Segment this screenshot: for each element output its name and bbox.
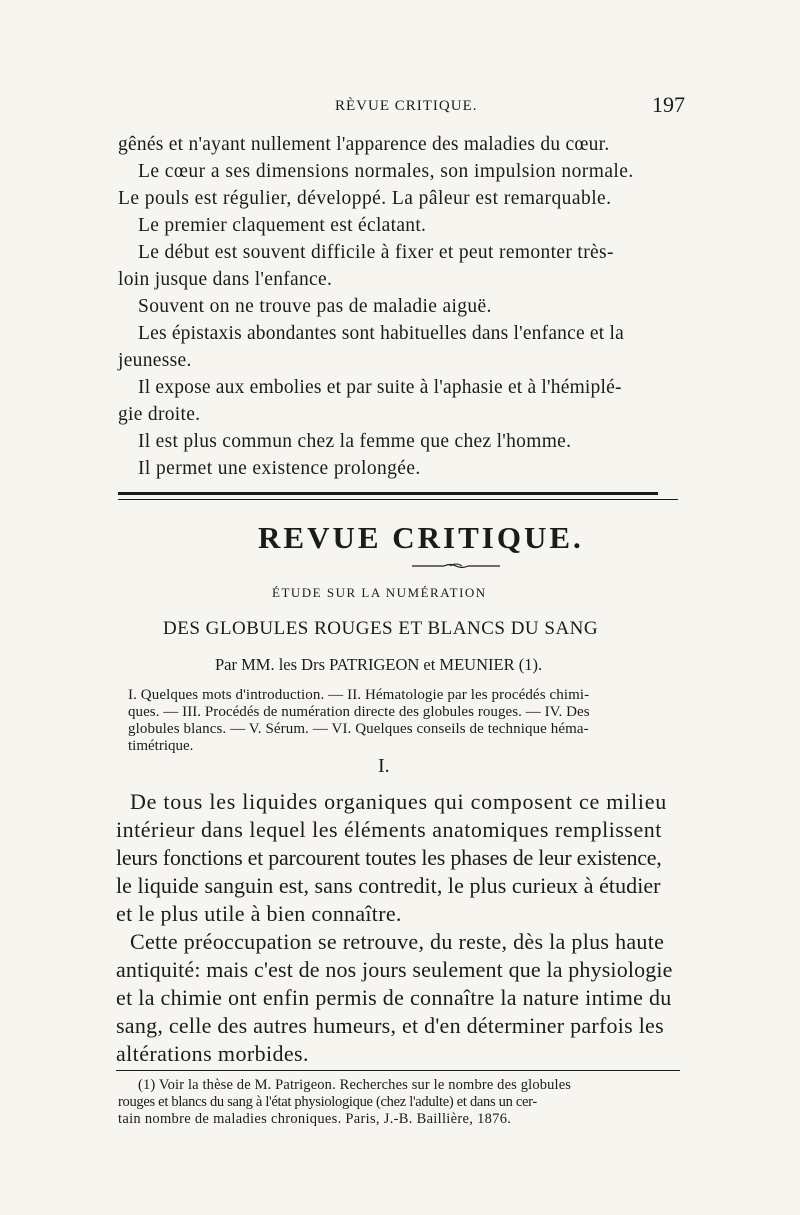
text-line: Il permet une existence prolongée. xyxy=(138,458,421,479)
text-line: Il est plus commun chez la femme que chez l'homme. xyxy=(138,431,572,452)
text-line: leurs fonctions et parcourent toutes les phases de leur existence, xyxy=(116,845,662,870)
text-line: jeunesse. xyxy=(118,350,192,371)
summary-line: I. Quelques mots d'introduction. — II. Hématologie par les procédés chimi- xyxy=(128,687,590,703)
text-line: le liquide sanguin est, sans contredit, le plus curieux à étudier xyxy=(116,873,661,898)
footnote-rule xyxy=(116,1070,680,1071)
ornament-icon xyxy=(412,563,500,569)
text-line: Le cœur a ses dimensions normales, son impulsion normale. xyxy=(138,161,634,182)
summary-line: timétrique. xyxy=(128,738,194,754)
text-line: gie droite. xyxy=(118,404,201,425)
text-line: Le pouls est régulier, développé. La pâleur est remarquable. xyxy=(118,188,612,209)
text-line: De tous les liquides organiques qui composent ce milieu xyxy=(130,789,667,814)
article-authors: Par MM. les Drs PATRIGEON et MEUNIER (1). xyxy=(215,655,543,674)
running-title: RÈVUE CRITIQUE. xyxy=(335,98,478,114)
section-number: I. xyxy=(378,755,390,777)
text-line: gênés et n'ayant nullement l'apparence des maladies du cœur. xyxy=(118,134,610,155)
text-line: intérieur dans lequel les éléments anatomiques remplissent xyxy=(116,817,662,842)
text-line: Il expose aux embolies et par suite à l'aphasie et à l'hémiplé- xyxy=(138,377,622,398)
summary-line: globules blancs. — V. Sérum. — VI. Quelques conseils de technique héma- xyxy=(128,721,589,737)
article-title: REVUE CRITIQUE. xyxy=(258,520,584,555)
summary-line: ques. — III. Procédés de numération directe des globules rouges. — IV. Des xyxy=(128,704,590,720)
page-number: 197 xyxy=(652,92,685,117)
thick-rule xyxy=(118,492,658,495)
text-line: antiquité: mais c'est de nos jours seulement que la physiologie xyxy=(116,957,673,982)
footnote-line: tain nombre de maladies chroniques. Paris, J.-B. Baillière, 1876. xyxy=(118,1111,512,1127)
article-subtitle-2: DES GLOBULES ROUGES ET BLANCS DU SANG xyxy=(163,618,599,639)
footnote-line: rouges et blancs du sang à l'état physiologique (chez l'adulte) et dans un cer- xyxy=(118,1094,537,1110)
text-line: et le plus utile à bien connaître. xyxy=(116,901,402,926)
text-line: Le premier claquement est éclatant. xyxy=(138,215,427,236)
text-line: Cette préoccupation se retrouve, du reste, dès la plus haute xyxy=(130,929,665,954)
text-line: loin jusque dans l'enfance. xyxy=(118,269,333,290)
text-line: Souvent on ne trouve pas de maladie aiguë. xyxy=(138,296,492,317)
text-line: sang, celle des autres humeurs, et d'en déterminer parfois les xyxy=(116,1013,664,1038)
article-subtitle-1: ÉTUDE SUR LA NUMÉRATION xyxy=(272,585,487,600)
text-line: et la chimie ont enfin permis de connaître la nature intime du xyxy=(116,985,672,1010)
text-line: Le début est souvent difficile à fixer et peut remonter très- xyxy=(138,242,614,263)
text-line: altérations morbides. xyxy=(116,1041,309,1066)
thin-rule xyxy=(118,499,678,500)
text-line: Les épistaxis abondantes sont habituelles dans l'enfance et la xyxy=(138,323,624,344)
footnote-line: (1) Voir la thèse de M. Patrigeon. Recherches sur le nombre des globules xyxy=(138,1077,572,1093)
